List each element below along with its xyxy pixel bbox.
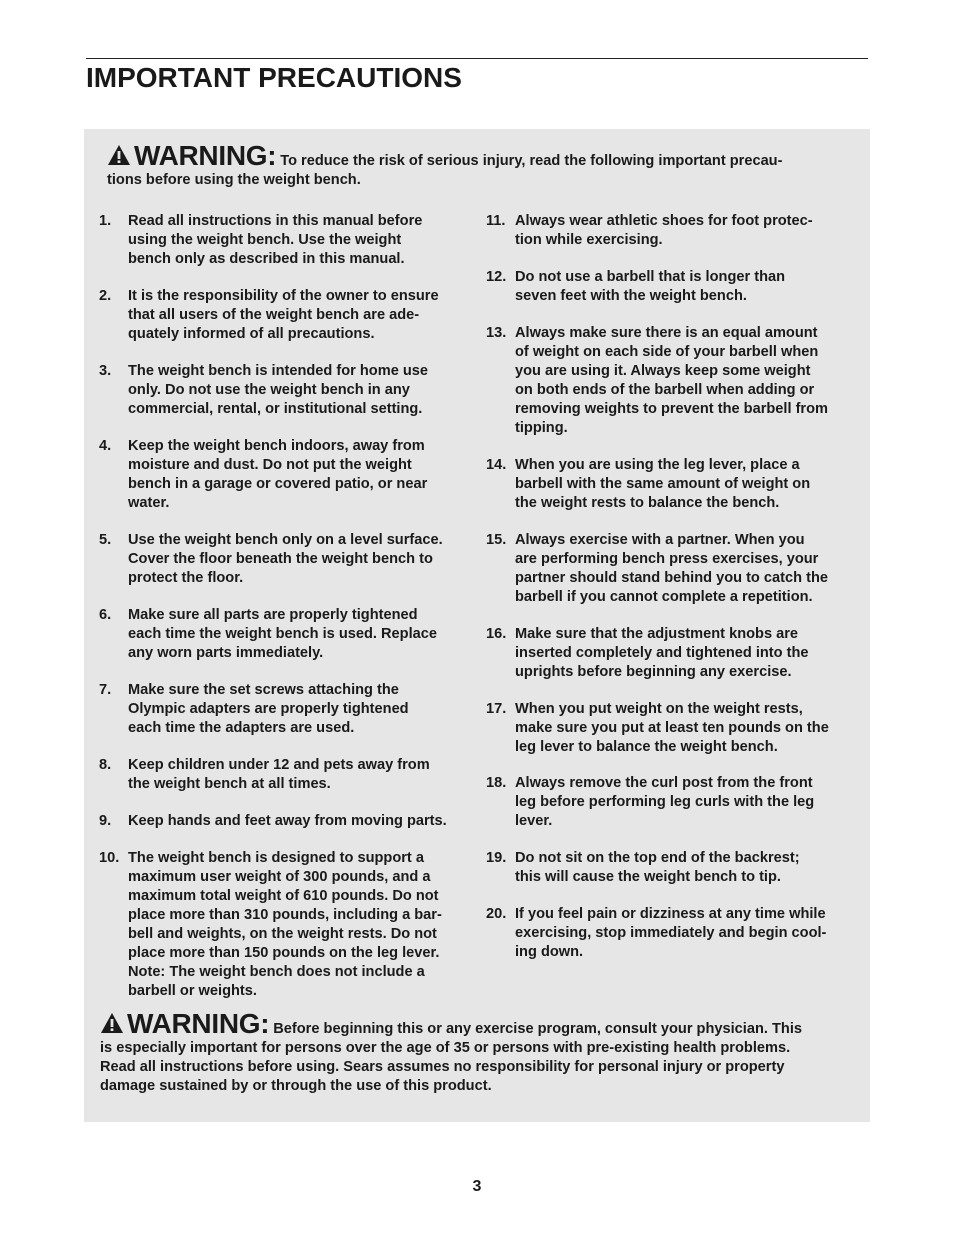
precaution-text — [128, 437, 471, 513]
precaution-number: 11. — [486, 213, 506, 229]
precaution-number: 19. — [486, 850, 507, 866]
precaution-line: moisture and dust. Do not put the weight — [128, 457, 412, 473]
precaution-item — [486, 700, 858, 757]
precaution-line: removing weights to prevent the barbell from — [515, 401, 829, 417]
precaution-item — [99, 362, 471, 419]
precaution-text — [515, 849, 858, 887]
warning-top-text: To reduce the risk of serious injury, read the following important precau- — [280, 153, 783, 169]
precaution-number: 8. — [99, 757, 112, 773]
precaution-text — [515, 700, 858, 757]
warning-top-first-line — [107, 142, 847, 171]
precaution-line: the weight rests to balance the bench. — [515, 495, 780, 511]
precaution-text — [515, 268, 858, 306]
precaution-number: 2. — [99, 288, 112, 304]
top-rule — [86, 58, 868, 59]
precaution-text — [515, 774, 858, 831]
precaution-line: quately informed of all precautions. — [128, 326, 375, 342]
precaution-line: tion while exercising. — [515, 232, 663, 248]
precaution-item — [99, 606, 471, 663]
precaution-line: Olympic adapters are properly tightened — [128, 701, 409, 717]
precaution-line: Read all instructions in this manual before — [128, 213, 423, 229]
precaution-line: Make sure all parts are properly tightened — [128, 607, 418, 623]
precaution-line: Use the weight bench only on a level surface. — [128, 532, 443, 548]
precaution-line: If you feel pain or dizziness at any time while — [515, 906, 826, 922]
precaution-line: leg lever to balance the weight bench. — [515, 739, 778, 755]
precaution-line: place more than 150 pounds on the leg lever. — [128, 945, 440, 961]
precaution-number: 7. — [99, 682, 112, 698]
precaution-number: 16. — [486, 626, 507, 642]
warning-triangle-icon — [100, 1012, 124, 1034]
precaution-text — [128, 212, 471, 269]
precaution-item — [486, 212, 858, 250]
precaution-item — [99, 287, 471, 344]
precaution-line: When you are using the leg lever, place a — [515, 457, 800, 473]
precaution-line: leg before performing leg curls with the leg — [515, 794, 815, 810]
precaution-line: place more than 310 pounds, including a bar- — [128, 907, 442, 923]
precaution-item — [486, 324, 858, 438]
precaution-line: are performing bench press exercises, your — [515, 551, 819, 567]
precaution-item — [99, 812, 471, 831]
warning-top-text-continued: tions before using the weight bench. — [107, 172, 361, 188]
precaution-text — [128, 287, 471, 344]
warning-bottom-heading: WARNING: — [127, 1008, 270, 1039]
precaution-line: bench only as described in this manual. — [128, 251, 405, 267]
precaution-item — [99, 212, 471, 269]
warning-bottom-first-line — [100, 1010, 860, 1039]
precaution-line: It is the responsibility of the owner to ensure — [128, 288, 439, 304]
precaution-line: you are using it. Always keep some weight — [515, 363, 811, 379]
precaution-line: of weight on each side of your barbell when — [515, 344, 819, 360]
precaution-line: Keep the weight bench indoors, away from — [128, 438, 425, 454]
precaution-line: Always make sure there is an equal amount — [515, 325, 818, 341]
precaution-line: exercising, stop immediately and begin cool- — [515, 925, 827, 941]
precaution-number: 5. — [99, 532, 112, 548]
warning-top — [107, 142, 847, 190]
precaution-line: The weight bench is designed to support a — [128, 850, 424, 866]
warning-bottom — [100, 1010, 860, 1096]
precaution-line: protect the floor. — [128, 570, 244, 586]
precaution-line: Make sure that the adjustment knobs are — [515, 626, 799, 642]
precaution-number: 17. — [486, 701, 507, 717]
precaution-text — [128, 756, 471, 794]
precaution-line: Make sure the set screws attaching the — [128, 682, 399, 698]
warning-bottom-text: Before beginning this or any exercise program, consult your physician. This — [273, 1021, 802, 1037]
precaution-number: 4. — [99, 438, 112, 454]
page-title: IMPORTANT PRECAUTIONS — [86, 62, 462, 93]
precaution-text — [128, 849, 471, 1001]
precaution-text — [515, 456, 858, 513]
precaution-number: 20. — [486, 906, 507, 922]
precaution-line: commercial, rental, or institutional setting. — [128, 401, 423, 417]
precaution-number: 6. — [99, 607, 112, 623]
precaution-line: Cover the floor beneath the weight bench to — [128, 551, 433, 567]
precaution-text — [128, 531, 471, 588]
precaution-line: bench in a garage or covered patio, or near — [128, 476, 428, 492]
precaution-item — [486, 268, 858, 306]
precaution-number: 15. — [486, 532, 507, 548]
precaution-item — [486, 531, 858, 607]
precaution-text — [515, 324, 858, 438]
precaution-line: seven feet with the weight bench. — [515, 288, 747, 304]
precaution-text — [128, 812, 471, 831]
precaution-text — [515, 531, 858, 607]
precaution-line: make sure you put at least ten pounds on the — [515, 720, 829, 736]
precaution-text — [128, 362, 471, 419]
precaution-line: barbell or weights. — [128, 983, 257, 999]
precaution-line: maximum user weight of 300 pounds, and a — [128, 869, 431, 885]
precaution-line: tipping. — [515, 420, 568, 436]
precaution-line: inserted completely and tightened into the — [515, 645, 809, 661]
precaution-line: each time the adapters are used. — [128, 720, 355, 736]
precaution-text — [128, 606, 471, 663]
precaution-line: uprights before beginning any exercise. — [515, 664, 792, 680]
precaution-line: bell and weights, on the weight rests. Do not — [128, 926, 437, 942]
precaution-item — [99, 681, 471, 738]
precaution-line: Do not sit on the top end of the backrest; — [515, 850, 800, 866]
warning-bottom-line: is especially important for persons over the age of 35 or persons with pre-existing health problems. — [100, 1040, 791, 1056]
precaution-number: 18. — [486, 775, 507, 791]
precaution-line: ing down. — [515, 944, 584, 960]
precaution-item — [486, 774, 858, 831]
precaution-line: lever. — [515, 813, 553, 829]
precaution-line: each time the weight bench is used. Replace — [128, 626, 437, 642]
precaution-item — [486, 905, 858, 962]
precaution-text — [515, 212, 858, 250]
precaution-number: 10. — [99, 850, 120, 866]
precaution-line: using the weight bench. Use the weight — [128, 232, 402, 248]
precaution-number: 14. — [486, 457, 507, 473]
precaution-line: the weight bench at all times. — [128, 776, 331, 792]
precaution-line: Always wear athletic shoes for foot protec- — [515, 213, 813, 229]
precaution-line: When you put weight on the weight rests, — [515, 701, 803, 717]
precaution-line: any worn parts immediately. — [128, 645, 324, 661]
precaution-line: that all users of the weight bench are ade- — [128, 307, 420, 323]
precaution-number: 1. — [99, 213, 112, 229]
precaution-item — [99, 756, 471, 794]
precaution-number: 3. — [99, 363, 112, 379]
precaution-number: 12. — [486, 269, 507, 285]
precaution-text — [515, 905, 858, 962]
precaution-item — [99, 437, 471, 513]
precaution-line: maximum total weight of 610 pounds. Do not — [128, 888, 439, 904]
precaution-line: Note: The weight bench does not include a — [128, 964, 425, 980]
precaution-number: 9. — [99, 813, 112, 829]
precaution-text — [515, 625, 858, 682]
warning-bottom-line: Read all instructions before using. Sears assumes no responsibility for personal injury or property — [100, 1059, 785, 1075]
precaution-item — [486, 456, 858, 513]
warning-top-heading: WARNING: — [134, 140, 277, 171]
precaution-item — [99, 849, 471, 1001]
precaution-line: Always remove the curl post from the front — [515, 775, 813, 791]
precaution-line: on both ends of the barbell when adding or — [515, 382, 815, 398]
precaution-line: Keep children under 12 and pets away from — [128, 757, 430, 773]
precaution-line: water. — [128, 495, 170, 511]
precaution-item — [486, 849, 858, 887]
precaution-line: Keep hands and feet away from moving parts. — [128, 813, 447, 829]
precaution-item — [99, 531, 471, 588]
precaution-line: partner should stand behind you to catch the — [515, 570, 828, 586]
precaution-line: this will cause the weight bench to tip. — [515, 869, 781, 885]
page-number: 3 — [472, 1178, 482, 1195]
precaution-line: Always exercise with a partner. When you — [515, 532, 805, 548]
precaution-line: barbell with the same amount of weight on — [515, 476, 811, 492]
precaution-text — [128, 681, 471, 738]
warning-bottom-line: damage sustained by or through the use of this product. — [100, 1078, 492, 1094]
precaution-item — [486, 625, 858, 682]
precaution-line: Do not use a barbell that is longer than — [515, 269, 786, 285]
precaution-line: barbell if you cannot complete a repetition. — [515, 589, 813, 605]
precaution-line: only. Do not use the weight bench in any — [128, 382, 410, 398]
precaution-line: The weight bench is intended for home use — [128, 363, 429, 379]
warning-triangle-icon — [107, 144, 131, 166]
precaution-number: 13. — [486, 325, 507, 341]
